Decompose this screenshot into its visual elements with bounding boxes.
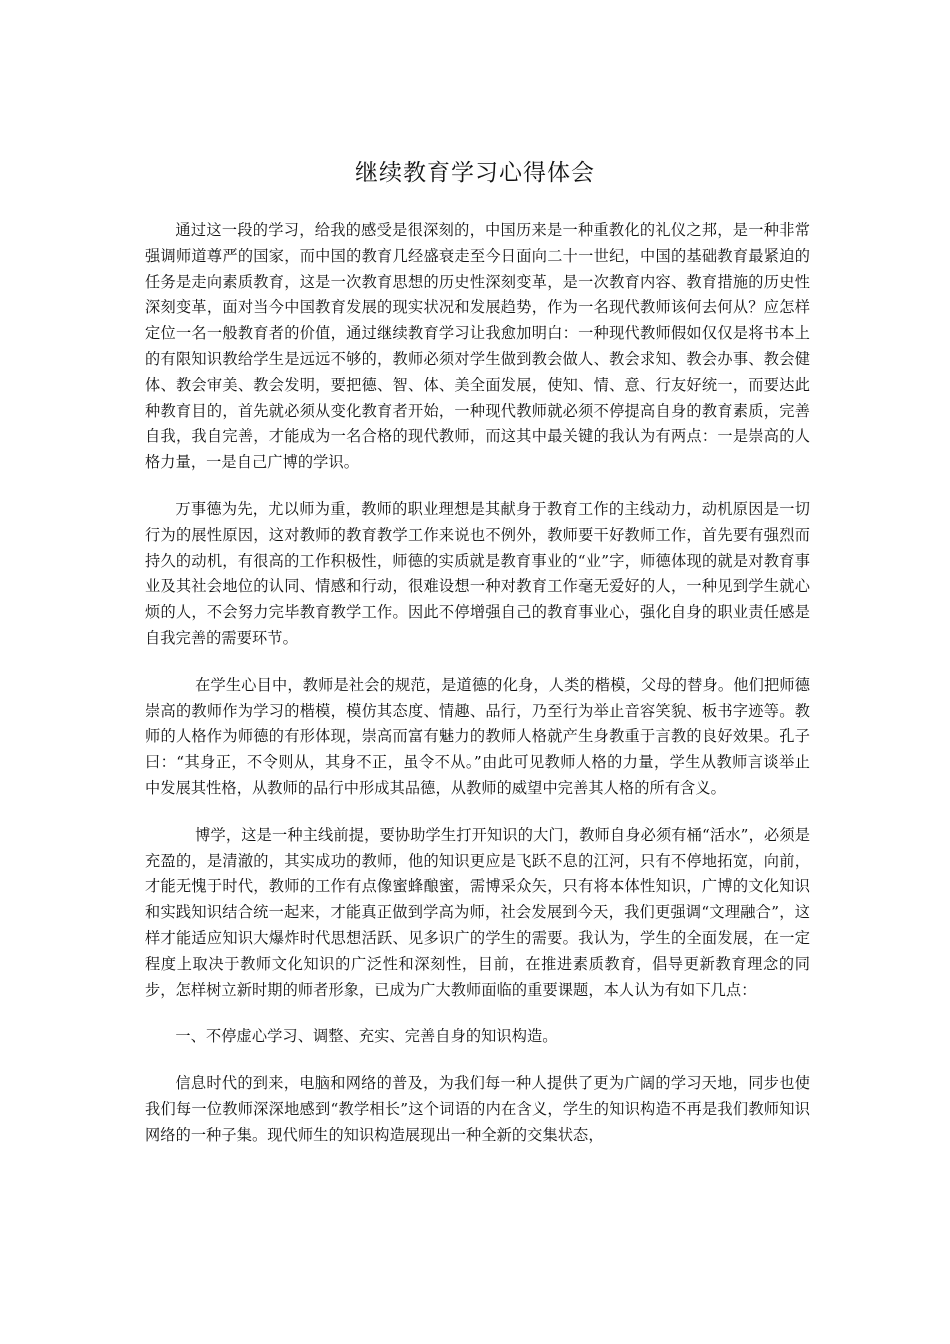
- document-body: [145, 218, 810, 1170]
- paragraph-intro: 通过这一段的学习，给我的感受是很深刻的，中国历来是一种重教化的礼仪之邦，是一种非常强调师道尊严的国家，而中国的教育几经盛衰走至今日面向二十一世纪，中国的基础教育最紧迫的任务是走向素质教育，这是一次教育思想的历史性深刻变革，是一次教育内容、教育措施的历史性深刻变革，面对当今中国教育发展的现实状况和发展趋势，作为一名现代教师该何去何从？应怎样定位一名一般教育者的价值，通过继续教育学习让我愈加明白：一种现代教师假如仅仅是将书本上的有限知识教给学生是远远不够的，教师必须对学生做到教会做人、教会求知、教会办事、教会健体、教会审美、教会发明，要把德、智、体、美全面发展，使知、情、意、行友好统一，而要达此种教育目的，首先就必须从变化教育者开始，一种现代教师就必须不停提高自身的教育素质，完善自我，我自完善，才能成为一名合格的现代教师，而这其中最关键的我认为有两点：一是崇高的人格力量，一是自己广博的学识。: [145, 221, 810, 472]
- paragraph-ethics: 万事德为先，尤以师为重，教师的职业理想是其献身于教育工作的主线动力，动机原因是一切行为的展性原因，这对教师的教育教学工作来说也不例外，教师要干好教师工作，首先要有强烈而持久的动机，有很高的工作积极性，师德的实质就是教育事业的“业”字，师德体现的就是对教育事业及其社会地位的认同、情感和行动，很难设想一种对教育工作毫无爱好的人，一种见到学生就心烦的人，不会努力完毕教育教学工作。因此不停增强自己的教育事业心，强化自身的职业责任感是自我完善的需要环节。: [145, 499, 810, 647]
- document-title: 继续教育学习心得体会: [355, 160, 595, 186]
- section-heading-one: 一、不停虚心学习、调整、充实、完善自身的知识构造。: [175, 1027, 558, 1046]
- paragraph-role-model: 在学生心目中，教师是社会的规范，是道德的化身，人类的楷模，父母的替身。他们把师德崇高的教师作为学习的楷模，模仿其态度、情趣、品行，乃至行为举止音容笑貌、板书字迹等。教师的人格作为师德的有形体现，崇高而富有魅力的教师人格就产生身教重于言教的良好效果。孔子曰：“其身正，不令则从，其身不正，虽令不从。”由此可见教师人格的力量，学生从教师言谈举止中发展其性格，从教师的品行中形成其品德，从教师的威望中完善其人格的所有含义。: [145, 675, 810, 797]
- paragraph-information-age: 信息时代的到来，电脑和网络的普及，为我们每一种人提供了更为广阔的学习天地，同步也使我们每一位教师深深地感到“教学相长”这个词语的内在含义，学生的知识构造不再是我们教师知识网络的一种子集。现代师生的知识构造展现出一种全新的交集状态，: [145, 1074, 810, 1144]
- paragraph-erudition: 博学，这是一种主线前提，要协助学生打开知识的大门，教师自身必须有桶“活水”，必须是充盈的，是清澈的，其实成功的教师，他的知识更应是飞跃不息的江河，只有不停地拓宽，向前，才能无愧于时代，教师的工作有点像蜜蜂酿蜜，需博采众矢，只有将本体性知识，广博的文化知识和实践知识结合统一起来，才能真正做到学高为师，社会发展到今天，我们更强调“文理融合”，这样才能适应知识大爆炸时代思想活跃、见多识广的学生的需要。我认为，学生的全面发展，在一定程度上取决于教师文化知识的广泛性和深刻性，目前，在推进素质教育，倡导更新教育理念的同步，怎样树立新时期的师者形象，已成为广大教师面临的重要课题，本人认为有如下几点：: [145, 825, 810, 999]
